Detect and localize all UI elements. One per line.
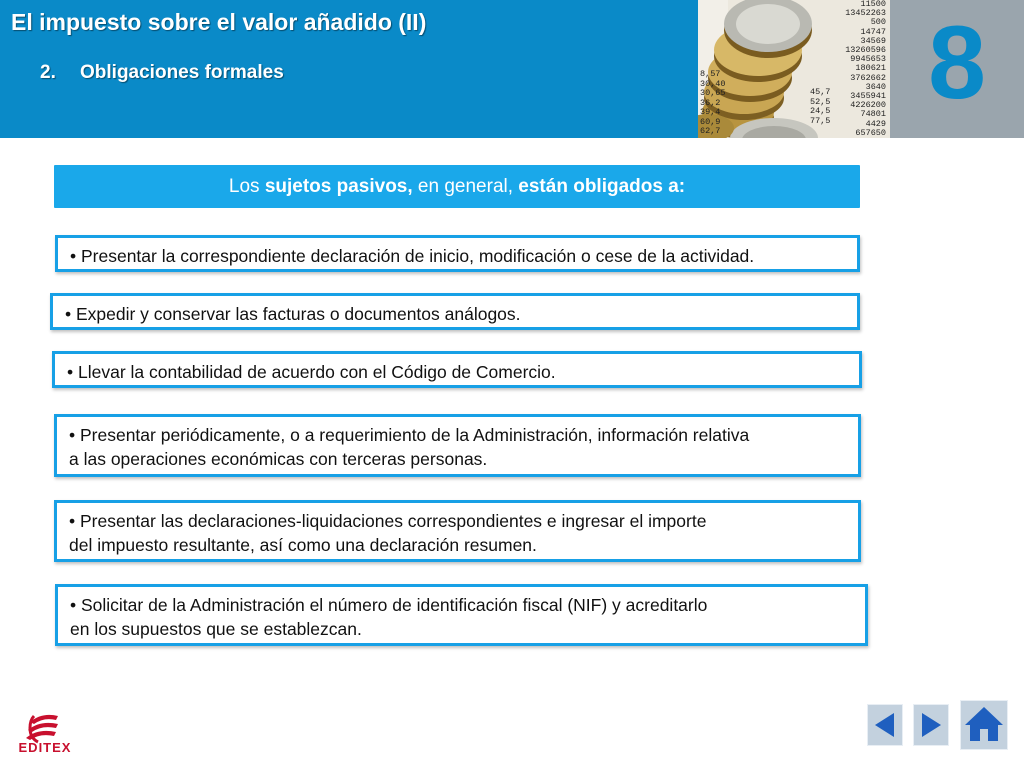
home-button[interactable] <box>960 700 1008 750</box>
section-heading <box>40 62 284 84</box>
intro-bold-2: están obligados a: <box>518 176 686 197</box>
intro-text-2: en general, <box>412 176 519 197</box>
photo-numbers-left: 8,57 30,40 30,65 36,2 39,4 60,9 62,7 <box>700 69 726 136</box>
section-number: 2. <box>40 62 56 83</box>
previous-arrow-icon <box>868 705 902 745</box>
obligation-item-1: • Presentar la correspondiente declaración de inicio, modificación o cese de la actividad. <box>55 235 860 272</box>
section-title: Obligaciones formales <box>80 62 284 83</box>
photo-numbers-right: 11500 13452263 500 14747 34569 13260596 9945653 180621 3762662 3640 3455941 4226200 74801 4429 657650 <box>845 0 886 138</box>
obligation-item-3: • Llevar la contabilidad de acuerdo con el Código de Comercio. <box>52 351 862 388</box>
previous-button[interactable] <box>867 704 903 746</box>
next-arrow-icon <box>914 705 948 745</box>
next-button[interactable] <box>913 704 949 746</box>
header-bar <box>0 0 1024 138</box>
chapter-number: 8 <box>928 5 986 121</box>
intro-bold-1: sujetos pasivos, <box>264 176 413 197</box>
home-icon <box>961 701 1007 749</box>
obligation-item-6: • Solicitar de la Administración el número de identificación fiscal (NIF) y acreditarlo en los supuestos que se establezcan. <box>55 584 868 646</box>
intro-banner <box>54 165 860 208</box>
coins-photo <box>698 0 890 138</box>
chapter-badge <box>890 0 1024 138</box>
intro-text-1: Los <box>228 176 265 197</box>
slide-title: El impuesto sobre el valor añadido (II) <box>11 9 427 35</box>
obligation-item-2: • Expedir y conservar las facturas o documentos análogos. <box>50 293 860 330</box>
obligation-item-4: • Presentar periódicamente, o a requerimiento de la Administración, información relativa a las operaciones económicas con terceras personas. <box>54 414 861 477</box>
photo-numbers-mid: 45,7 52,5 24,5 77,5 <box>810 87 831 126</box>
obligation-item-5: • Presentar las declaraciones-liquidaciones correspondientes e ingresar el importe del impuesto resultante, así como una declaración resumen. <box>54 500 861 562</box>
editex-logo-text: EDITEX <box>18 740 72 755</box>
editex-logo <box>12 708 78 760</box>
